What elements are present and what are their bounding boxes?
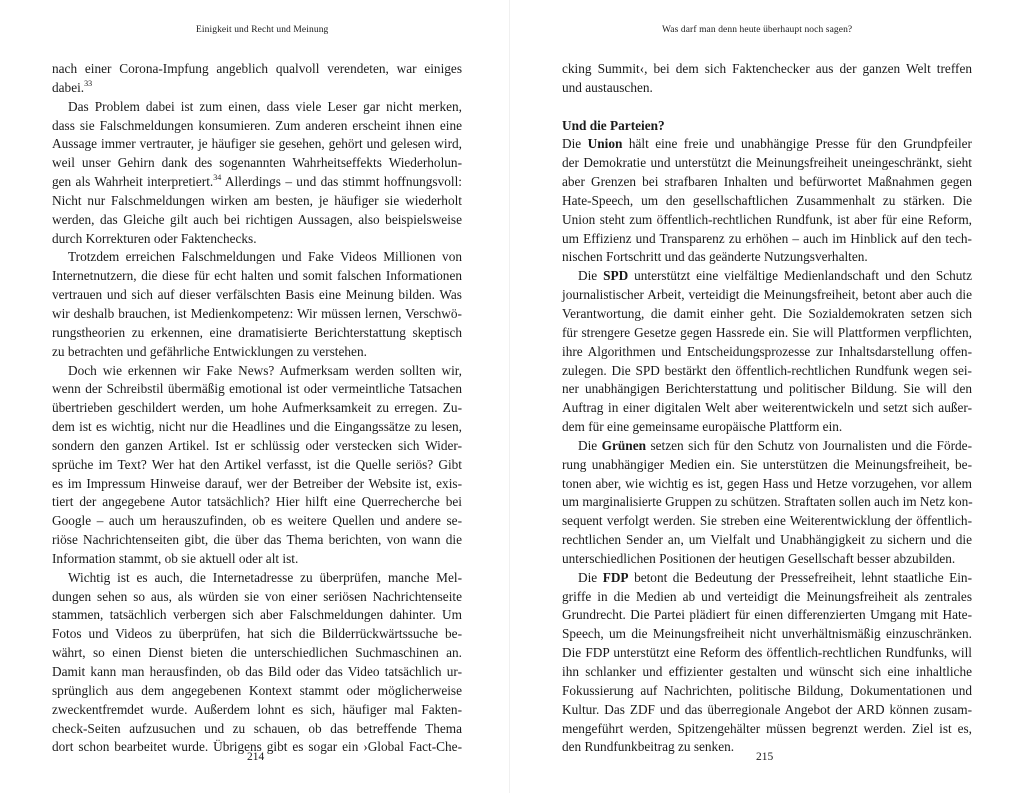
- left-body-text: [52, 60, 462, 757]
- party-name: Grünen: [601, 437, 647, 453]
- text-line: dabei.$^{33}$: [52, 78, 93, 95]
- text-line: gen als Wahrheit interpretiert.$^{34}$ Allerdings – und das stimmt hoffnungsvoll:: [52, 173, 462, 190]
- text-line: mengeführt werden, Spitzengehälter müssen begrenzt werden. Ziel ist es,: [562, 720, 972, 736]
- text-line: check-Seiten aufzusuchen und zu schauen, ob das betreffende Thema: [52, 720, 462, 736]
- text-line: Damit kann man herausfinden, ob das Bild oder das Video tatsächlich ur-: [52, 664, 462, 679]
- text-line: rechtlichen Sender an, um Vielfalt und Unabhängigkeit zu sichern und die: [562, 532, 972, 548]
- text-line: werden, das Gleiche gilt auch bei richtigen Aussagen, also beispielsweise: [52, 211, 462, 227]
- text-line: weil unser Gehirn dank des sogenannten Wahrheitseffekts Wiederholun-: [52, 155, 462, 171]
- text-line: zulegen. Die SPD bestärkt den öffentlich-rechtlichen Rundfunk wegen sei-: [562, 362, 972, 378]
- text-line: dem für eine gemeinsame europäische Plattform ein.: [562, 419, 843, 435]
- text-line: Fokussierung auf Nachrichten, politische Bildung, Dokumentationen und: [562, 682, 972, 698]
- text-line: Das Problem dabei ist zum einen, dass viele Leser gar nicht merken,: [68, 98, 462, 114]
- text-line: rung unabhängiger Medien ein. Sie unterstützen die Meinungsfreiheit, be-: [562, 456, 972, 472]
- page-number-left: 214: [247, 751, 265, 763]
- party-name: FDP: [602, 569, 629, 585]
- text-line: Verantwortung, die damit einher geht. Die Sozialdemokraten setzen sich: [562, 305, 972, 321]
- text-line: Internetnutzern, die diese für echt halten und somit falschen Informationen: [52, 268, 462, 284]
- text-line: Kultur. Das ZDF und das überregionale Angebot der ARD können zusam-: [562, 701, 972, 717]
- text-line: wir deshalb brauchen, ist Medienkompetenz: Wir müssen lernen, Verschwö-: [52, 305, 462, 321]
- text-line: nischen Fortschritt und das geänderte Nutzungsverhalten.: [562, 249, 868, 265]
- party-name: Union: [587, 136, 623, 152]
- text-line: ner unabhängigen Berichterstattung und politischer Bildung. Sie will den: [562, 381, 972, 397]
- text-line: Die Grünen setzen sich für den Schutz von Journalisten und die Förde-: [578, 437, 973, 453]
- footnote-marker: 34: [213, 173, 222, 183]
- footnote-marker: 33: [84, 78, 93, 88]
- right-body-text: [562, 60, 972, 757]
- text-line: nach einer Corona-Impfung angeblich qualvoll verendeten, war einiges: [52, 61, 462, 76]
- text-line: Information stammt, ob sie aktuell oder alt ist.: [52, 550, 299, 566]
- text-line: um marginalisierte Gruppen zu schützen. Straftaten sollen auch im Netz kon-: [562, 494, 973, 510]
- text-line: rungstheorien zu erkennen, eine dramatisierte Berichterstattung skeptisch: [52, 324, 462, 340]
- text-line: ihn schlanker und effizienter gestalten und wünscht sich eine inhaltliche: [562, 664, 972, 679]
- text-line: sequent verfolgt werden. Sie streben eine Weiterentwicklung der öffentlich-: [562, 513, 972, 529]
- text-line: und austauschen.: [562, 79, 653, 95]
- text-line: übertrieben geschildert werden, um hohe Aufmerksamkeit zu erregen. Zu-: [52, 400, 462, 416]
- text-line: den Rundfunkbeitrag zu senken.: [562, 739, 735, 755]
- text-line: sondern den ganzen Artikel. Ist er schlüssig oder verstecken sich Wider-: [52, 437, 462, 453]
- text-line: Grundrecht. Die Partei plädiert für einen differenzierten Umgang mit Hate-: [562, 607, 972, 623]
- text-line: wenn der Schreibstil übermäßig emotional ist oder vermeintliche Tatsachen: [52, 381, 462, 397]
- text-line: Auftrag in einer digitalen Welt aber weiterentwickeln und setzt sich außer-: [562, 400, 972, 416]
- text-line: Hate-Speech, um den gesellschaftlichen Zusammenhalt zu stärken. Die: [562, 192, 972, 208]
- text-line: cking Summit‹, bei dem sich Faktenchecker aus der ganzen Welt treffen: [562, 61, 972, 76]
- text-line: dem ist es wichtig, nicht nur die Headlines und die Eingangssätze zu lesen,: [52, 419, 462, 435]
- text-line: Trotzdem erreichen Falschmeldungen und Fake Videos Millionen von: [68, 249, 462, 265]
- page-number-right: 215: [756, 751, 774, 763]
- text-line: der Demokratie und unterstützt die Meinungsfreiheit uneingeschränkt, sieht: [562, 155, 972, 171]
- text-line: ihre Algorithmen und Entscheidungsprozesse zur Inhaltsdarstellung offen-: [562, 343, 972, 359]
- text-line: stammen, tatsächlich verbergen sich aber Falschmeldungen dahinter. Um: [52, 607, 462, 623]
- text-line: Speech, um die Meinungsfreiheit nicht unverhältnismäßig einzuschränken.: [562, 626, 972, 642]
- text-line: für strengere Gesetze gegen Hassrede ein. Sie will Plattformen verpflichten,: [562, 324, 972, 340]
- section-heading: Und die Parteien?: [562, 117, 665, 133]
- text-line: Nicht nur Falschmeldungen wirken am besten, je häufiger sie wiederholt: [52, 192, 462, 208]
- text-line: journalistischer Arbeit, verteidigt die Meinungsfreiheit, betont aber auch die: [562, 287, 972, 303]
- text-line: aber Grenzen bei strafbaren Inhalten und befürwortet Maßnahmen gegen: [562, 174, 972, 190]
- text-line: dass sie Falschmeldungen konsumieren. Zum anderen erscheint ihnen eine: [52, 117, 462, 133]
- running-head-left: Einigkeit und Recht und Meinung: [196, 25, 329, 35]
- text-line: riöse Nachrichtenseiten gibt, die über das Thema berichten, von wann die: [52, 532, 462, 548]
- text-line: tiert der angegebene Autor tatsächlich? Hier hilft eine Querrecherche bei: [52, 494, 462, 510]
- text-line: Google – auch um herauszufinden, ob es weitere Quellen und andere se-: [52, 513, 462, 529]
- text-line: es im Impressum Hinweise darauf, wer der Betreiber der Website ist, exis-: [52, 475, 462, 491]
- text-line: unterschiedlichen Positionen der heutigen Gesellschaft besser abzubilden.: [562, 550, 956, 566]
- text-line: Die Union hält eine freie und unabhängige Presse für den Grundpfeiler: [562, 136, 972, 152]
- text-line: dort schon bearbeitet wurde. Übrigens gibt es sogar ein ›Global Fact-Che-: [52, 739, 462, 755]
- text-line: währt, so einen Dienst bieten die unterschiedlichen Suchmaschinen an.: [52, 645, 462, 661]
- right-page: [510, 0, 1020, 793]
- text-line: Fotos und Videos zu überprüfen, hat sich die Bilderrückwärtssuche be-: [52, 626, 462, 642]
- text-line: durch Korrekturen oder Faktenchecks.: [52, 230, 257, 246]
- text-line: sprünglich aus dem angegebenen Kontext stammt oder möglicherweise: [52, 682, 462, 698]
- text-line: Wichtig ist es auch, die Internetadresse zu überprüfen, manche Mel-: [68, 569, 462, 585]
- text-line: zu betrachten und gefährliche Entwicklungen zu verstehen.: [52, 343, 367, 359]
- text-line: zweckentfremdet wurde. Außerdem lohnt es sich, häufiger mal Fakten-: [52, 701, 462, 717]
- text-line: Union steht zum öffentlich-rechtlichen Rundfunk, ist aber für eine Reform,: [562, 211, 972, 227]
- text-line: Die FDP unterstützt eine Reform des öffentlich-rechtlichen Rundfunks, will: [562, 645, 972, 661]
- running-head-right: Was darf man denn heute überhaupt noch sagen?: [662, 25, 853, 35]
- text-line: tonen aber, wie wichtig es ist, gegen Hass und Hetze vorzugehen, vor allem: [562, 475, 972, 491]
- text-line: vertrauen und sich auf dieser verfälschten Basis eine Meinung bilden. Was: [52, 287, 462, 303]
- text-line: Die FDP betont die Bedeutung der Pressefreiheit, lehnt staatliche Ein-: [578, 569, 972, 585]
- text-line: dungen sehen so aus, als würden sie von einer seriösen Nachrichtenseite: [52, 588, 462, 604]
- text-line: um Effizienz und Transparenz zu erhöhen – auch im Hinblick auf den tech-: [562, 230, 972, 246]
- text-line: Die SPD unterstützt eine vielfältige Medienlandschaft und den Schutz: [578, 268, 973, 284]
- text-line: Aussage immer vertrauter, je häufiger sie gesehen, gehört und gelesen wird,: [52, 136, 462, 152]
- text-line: griffe in die Medien ab und verteidigt die Meinungsfreiheit als zentrales: [562, 588, 972, 604]
- text-line: Doch wie erkennen wir Fake News? Aufmerksam werden sollten wir,: [68, 362, 462, 378]
- party-name: SPD: [603, 268, 629, 284]
- text-line: sprüche im Text? Wer hat den Artikel verfasst, ist die Quelle seriös? Gibt: [52, 456, 462, 472]
